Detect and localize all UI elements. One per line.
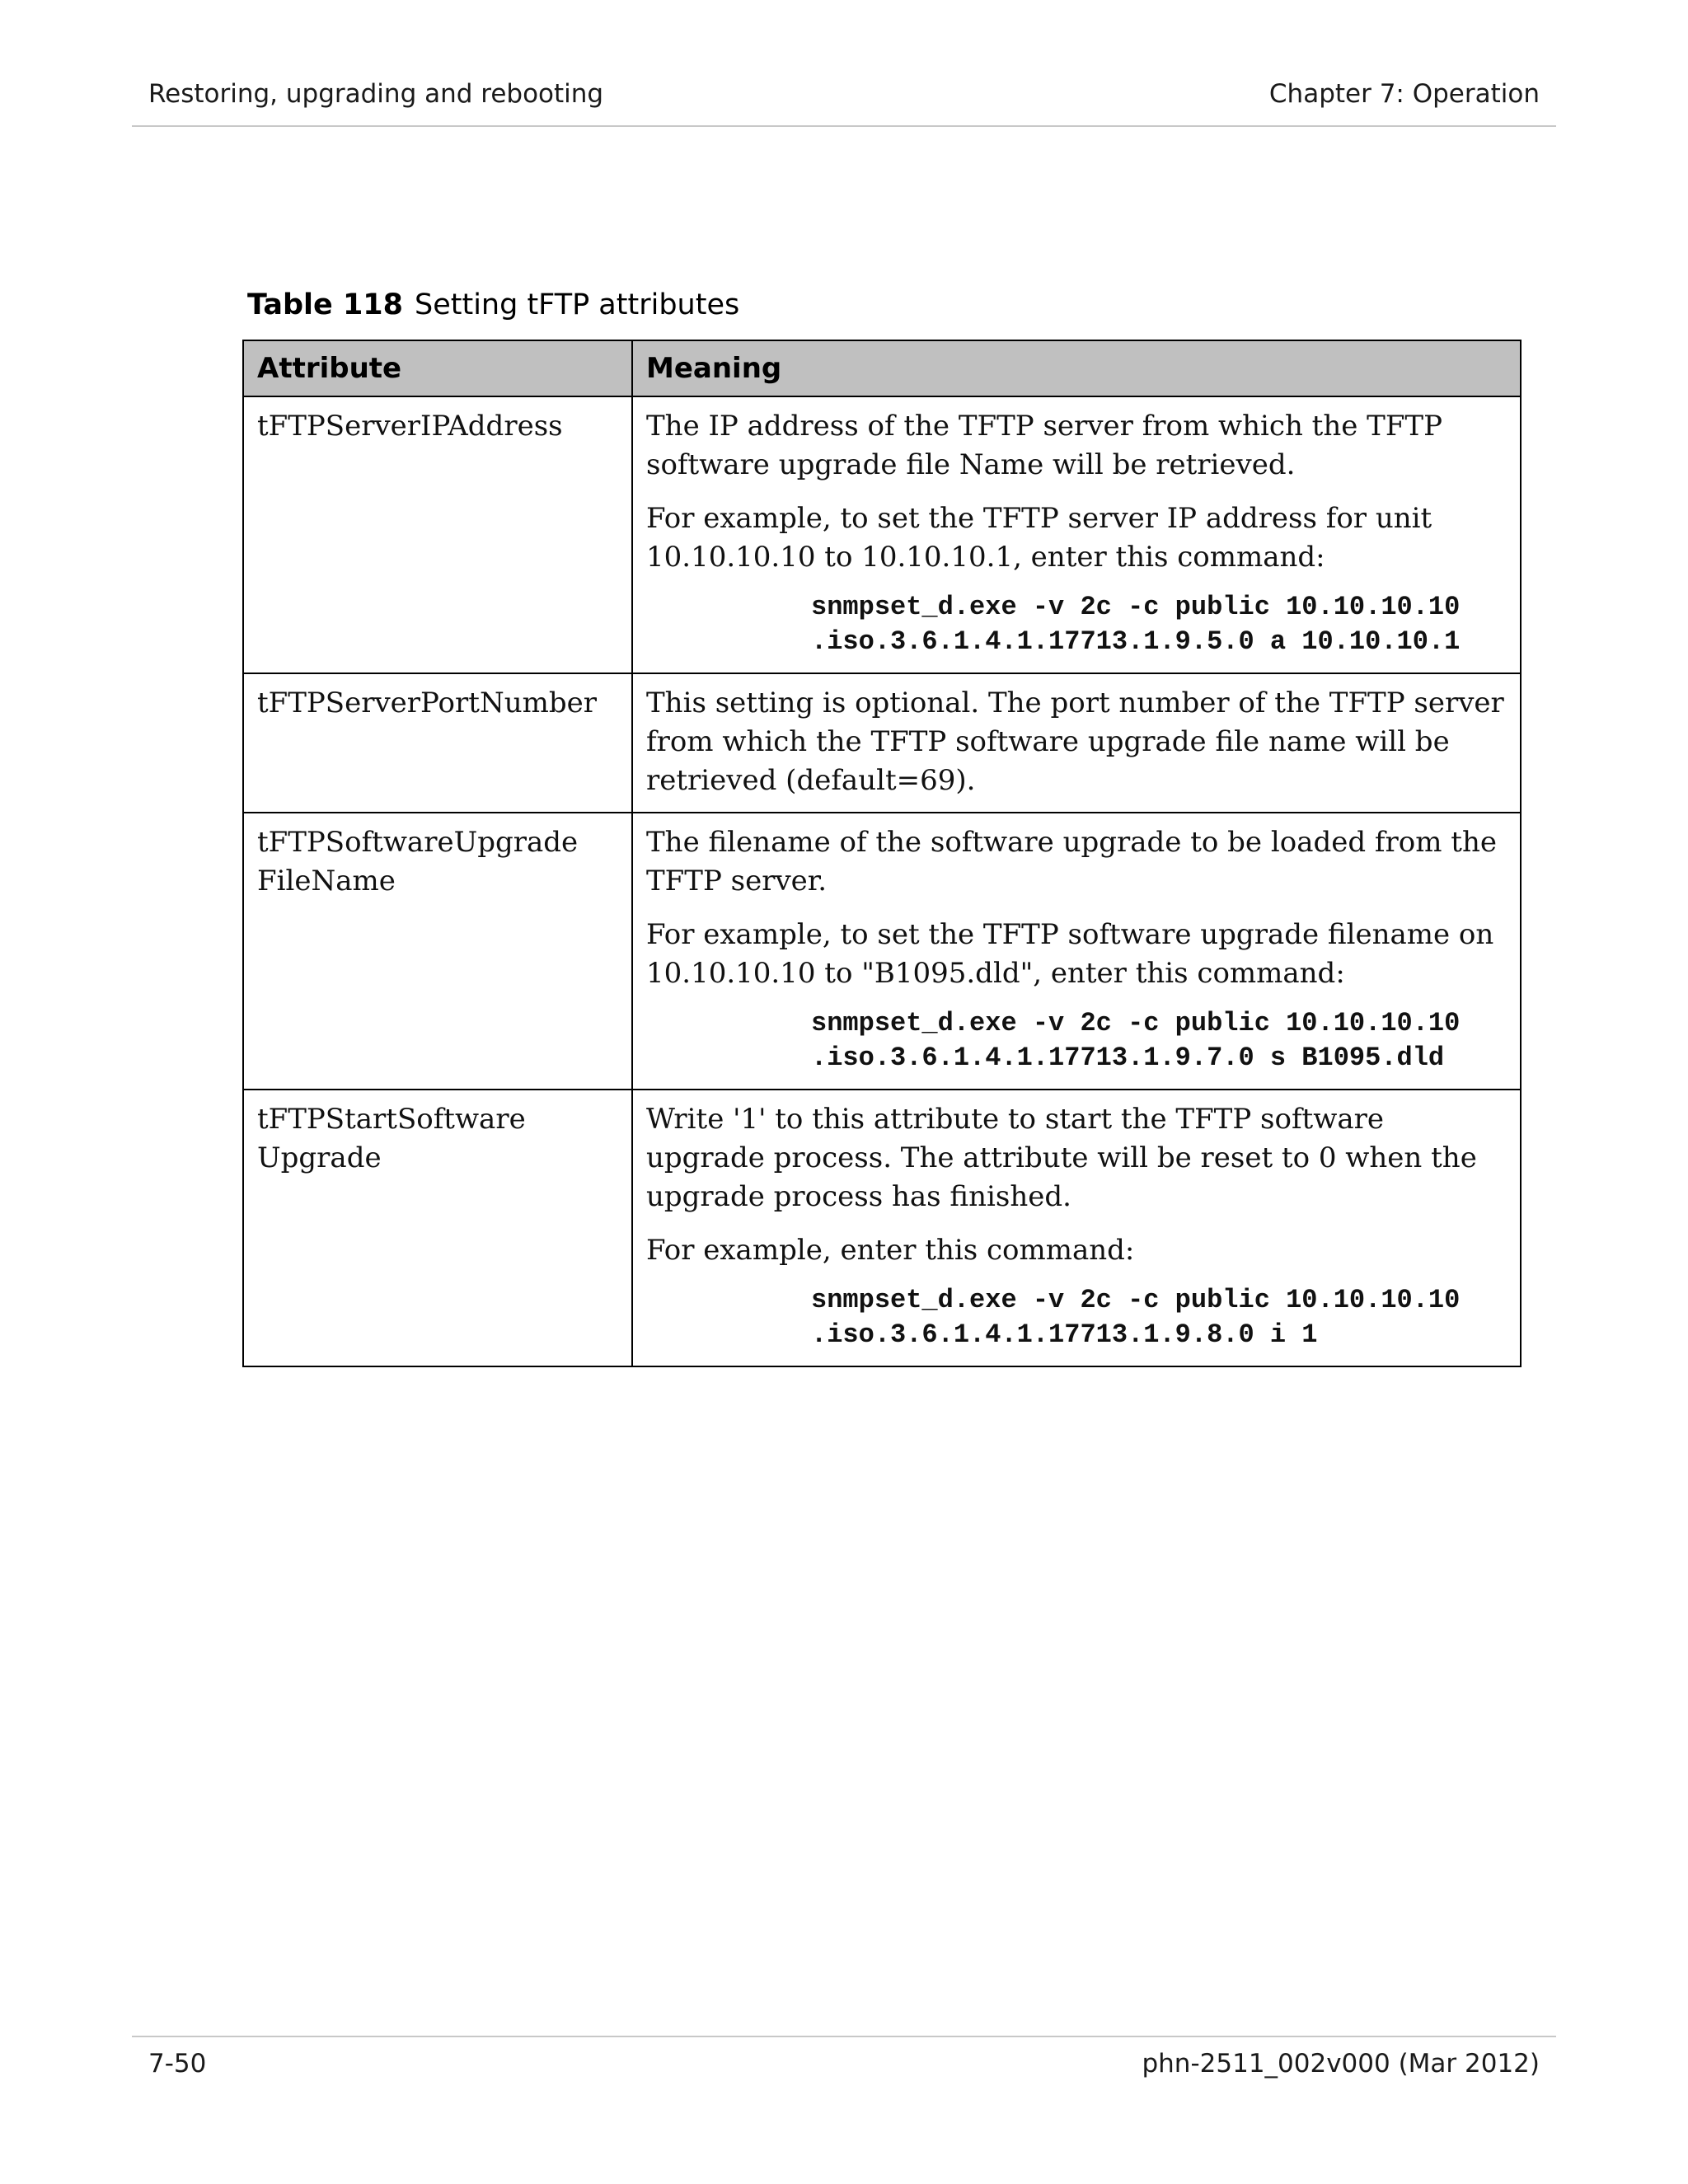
command-line: .iso.3.6.1.4.1.17713.1.9.7.0 s B1095.dld	[811, 1043, 1445, 1073]
meaning-paragraph: The filename of the software upgrade to be loaded from the TFTP server.	[646, 826, 1497, 898]
meaning-paragraph: For example, to set the TFTP server IP address for unit 10.10.10.10 to 10.10.10.1, enter this command:	[646, 502, 1432, 574]
meaning-paragraph: Write '1' to this attribute to start the TFTP software upgrade process. The attribute will be reset to 0 when the upgrade process has finished.	[646, 1103, 1477, 1213]
meaning-cell	[632, 673, 1521, 813]
header-section-title: Restoring, upgrading and rebooting	[148, 79, 604, 109]
meaning-paragraph: For example, enter this command:	[646, 1234, 1135, 1267]
header-chapter-title: Chapter 7: Operation	[1268, 79, 1540, 109]
footer-page-number: 7-50	[148, 2049, 207, 2079]
command-line: snmpset_d.exe -v 2c -c public 10.10.10.10	[811, 592, 1461, 622]
attribute-cell: tFTPSoftwareUpgrade FileName	[243, 813, 632, 1090]
command-line: .iso.3.6.1.4.1.17713.1.9.5.0 a 10.10.10.1	[811, 626, 1461, 657]
column-header-meaning: Meaning	[632, 340, 1521, 396]
table-caption-number: Table 118	[247, 288, 404, 321]
page-footer	[132, 2049, 1556, 2090]
table-row	[243, 396, 1521, 673]
table-caption-title: Setting tFTP attributes	[415, 288, 740, 321]
table-caption	[247, 288, 739, 321]
meaning-paragraph: For example, to set the TFTP software upgrade filename on 10.10.10.10 to "B1095.dld", enter this command:	[646, 918, 1494, 990]
meaning-paragraph: This setting is optional. The port number of the TFTP server from which the TFTP software upgrade file name will be retrieved (default=69).	[646, 687, 1504, 797]
table-row	[243, 1090, 1521, 1366]
table-row	[243, 813, 1521, 1090]
meaning-cell	[632, 1090, 1521, 1366]
command-line: snmpset_d.exe -v 2c -c public 10.10.10.10	[811, 1285, 1461, 1315]
attribute-cell: tFTPServerPortNumber	[243, 673, 632, 813]
meaning-cell	[632, 396, 1521, 673]
page-header	[132, 79, 1556, 125]
meaning-paragraph: The IP address of the TFTP server from which the TFTP software upgrade file Name will be retrieved.	[646, 410, 1442, 481]
header-divider	[132, 125, 1556, 127]
footer-document-id: phn-2511_002v000 (Mar 2012)	[1142, 2049, 1540, 2079]
column-header-attribute: Attribute	[243, 340, 632, 396]
attribute-cell: tFTPServerIPAddress	[243, 396, 632, 673]
meaning-cell	[632, 813, 1521, 1090]
attributes-table	[242, 340, 1522, 1367]
command-line: snmpset_d.exe -v 2c -c public 10.10.10.10	[811, 1008, 1461, 1038]
table-header-row	[243, 340, 1521, 396]
attribute-cell: tFTPStartSoftware Upgrade	[243, 1090, 632, 1366]
footer-divider	[132, 2036, 1556, 2037]
table-row	[243, 673, 1521, 813]
command-line: .iso.3.6.1.4.1.17713.1.9.8.0 i 1	[811, 1319, 1318, 1350]
